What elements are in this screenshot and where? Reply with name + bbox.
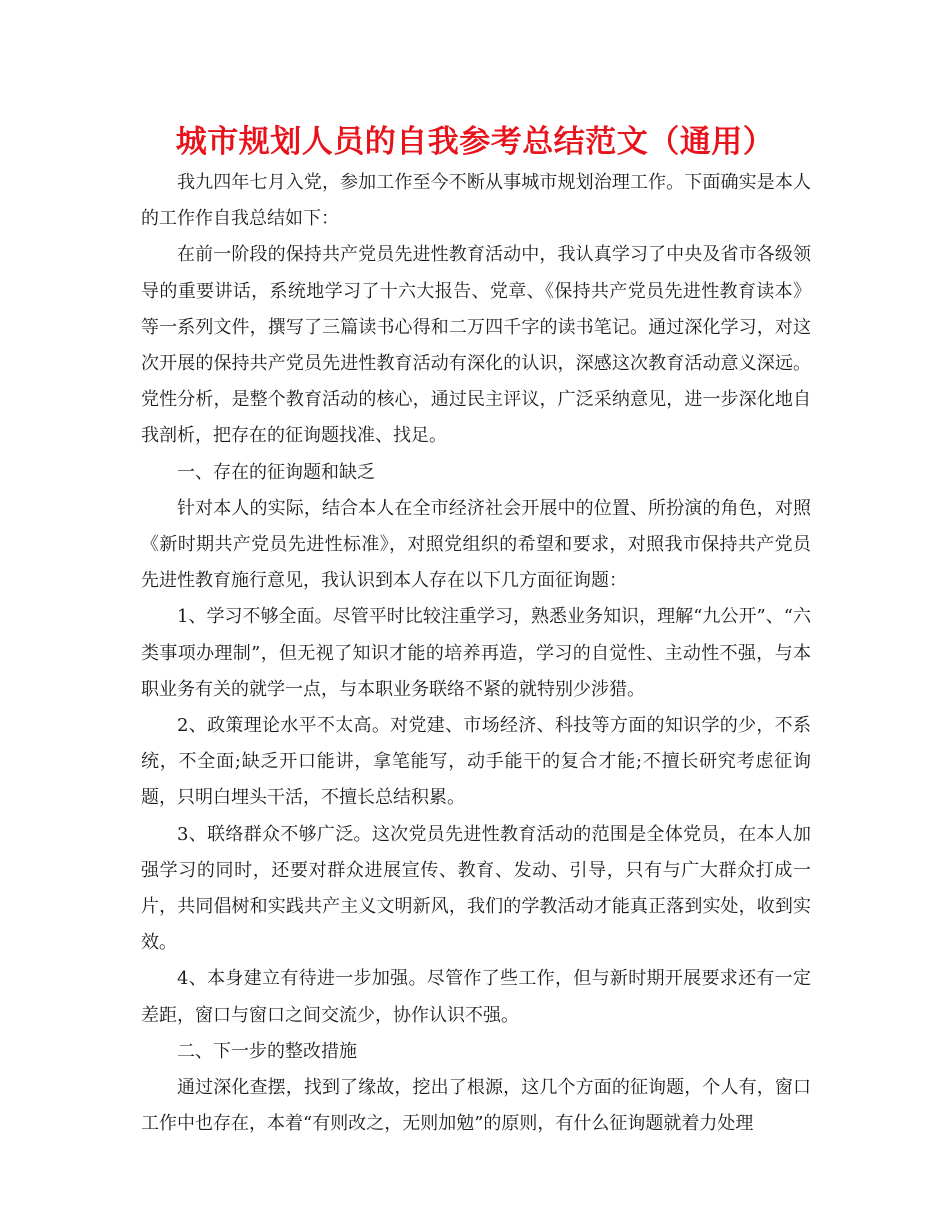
paragraph-problem-1: 1、学习不够全面。尽管平时比较注重学习，熟悉业务知识，理解“九公开”、“六类事项办理制”，但无视了知识才能的培养再造，学习的自觉性、主动性不强，与本职业务有关的就学一点，与本职业务联络不紧的就特别少涉猎。 [141, 606, 811, 700]
paragraph-problem-4: 4、本身建立有待进一步加强。尽管作了些工作，但与新时期开展要求还有一定差距，窗口与窗口之间交流少，协作认识不强。 [141, 968, 811, 1026]
paragraph-measures: 通过深化查摆，找到了缘故，挖出了根源，这几个方面的征询题，个人有，窗口工作中也存在，本着“有则改之，无则加勉”的原则，有什么征询题就着力处理 [141, 1077, 811, 1135]
paragraph-problems-intro: 针对本人的实际，结合本人在全市经济社会开展中的位置、所扮演的角色，对照《新时期共产党员先进性标准》，对照党组织的希望和要求，对照我市保持共产党员先进性教育施行意见，我认识到本人存在以下几方面征询题： [141, 497, 811, 592]
section-heading-measures: 二、下一步的整改措施 [177, 1040, 357, 1062]
document-title: 城市规划人员的自我参考总结范文（通用） [175, 124, 775, 160]
document-body [141, 165, 811, 1142]
paragraph-study: 在前一阶段的保持共产党员先进性教育活动中，我认真学习了中央及省市各级领导的重要讲话，系统地学习了十六大报告、党章、《保持共产党员先进性教育读本》等一系列文件，撰写了三篇读书心得和二万四千字的读书笔记。通过深化学习，对这次开展的保持共产党员先进性教育活动有深化的认识，深感这次教育活动意义深远。党性分析，是整个教育活动的核心，通过民主评议，广泛采纳意见，进一步深化地自我剖析，把存在的征询题找准、找足。 [141, 244, 811, 447]
paragraph-problem-2: 2、政策理论水平不太高。对党建、市场经济、科技等方面的知识学的少，不系统，不全面;缺乏开口能讲，拿笔能写，动手能干的复合才能;不擅长研究考虑征询题，只明白埋头干活，不擅长总结积累。 [141, 715, 811, 809]
section-heading-problems: 一、存在的征询题和缺乏 [177, 461, 375, 483]
paragraph-problem-3: 3、联络群众不够广泛。这次党员先进性教育活动的范围是全体党员，在本人加强学习的同时，还要对群众进展宣传、教育、发动、引导，只有与广大群众打成一片，共同倡树和实践共产主义文明新风，我们的学教活动才能真正落到实处，收到实效。 [141, 823, 811, 954]
paragraph-intro: 我九四年七月入党，参加工作至今不断从事城市规划治理工作。下面确实是本人的工作作自我总结如下： [141, 172, 811, 230]
